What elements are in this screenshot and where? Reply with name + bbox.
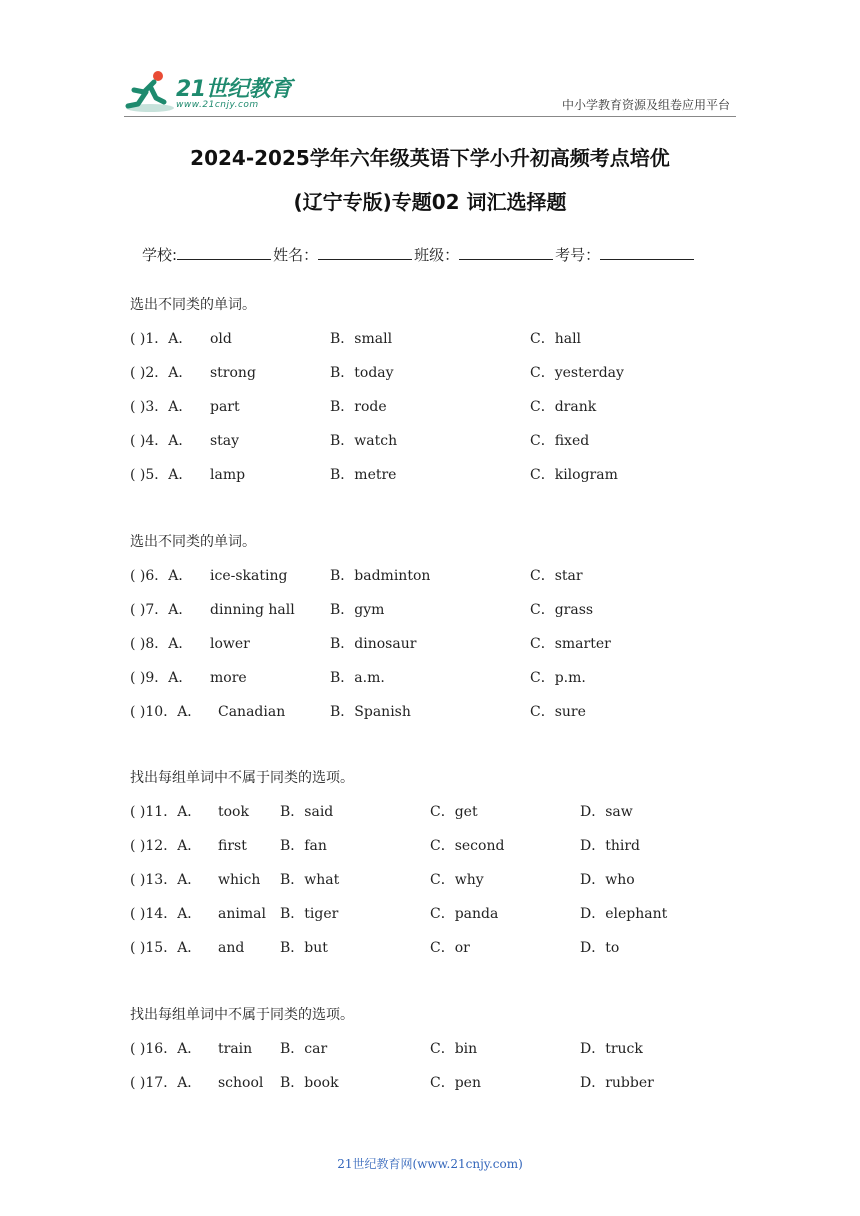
section-instruction: 找出每组单词中不属于同类的选项。 — [130, 770, 354, 786]
option-b: B．book — [280, 1075, 339, 1091]
option-d: D．third — [580, 838, 640, 854]
question-row — [130, 1073, 750, 1107]
option-c: C．drank — [530, 399, 597, 415]
option-a: dinning hall — [210, 602, 295, 618]
option-b: B．Spanish — [330, 704, 411, 720]
question-row — [130, 634, 750, 668]
section-instruction: 找出每组单词中不属于同类的选项。 — [130, 1007, 354, 1023]
question-row — [130, 431, 750, 465]
option-a: animal — [218, 906, 266, 922]
option-c: C．bin — [430, 1041, 478, 1057]
question-number: ( )16．A． — [130, 1041, 202, 1057]
question-row — [130, 329, 750, 363]
option-d: D．rubber — [580, 1075, 654, 1091]
section-2 — [130, 532, 750, 736]
question-number: ( )13．A． — [130, 872, 202, 888]
option-b: B．badminton — [330, 568, 431, 584]
question-number: ( )7．A． — [130, 602, 193, 618]
option-a: part — [210, 399, 240, 415]
option-c: C．kilogram — [530, 467, 618, 483]
option-c: C．fixed — [530, 433, 590, 449]
question-number: ( )15．A． — [130, 940, 202, 956]
question-row — [130, 465, 750, 499]
option-d: D．elephant — [580, 906, 668, 922]
question-row — [130, 566, 750, 600]
question-number: ( )9．A． — [130, 670, 193, 686]
question-number: ( )10．A． — [130, 704, 202, 720]
option-a: train — [218, 1041, 253, 1057]
option-a: and — [218, 940, 245, 956]
option-a: old — [210, 331, 232, 347]
header-divider — [124, 116, 736, 117]
option-c: C．get — [430, 804, 478, 820]
option-a: ice-skating — [210, 568, 288, 584]
logo-text: 21世纪教育 — [176, 77, 292, 102]
page-footer[interactable]: 21世纪教育网(www.21cnjy.com) — [337, 1157, 523, 1171]
option-c: C．smarter — [530, 636, 611, 652]
option-b: B．rode — [330, 399, 387, 415]
question-number: ( )6．A． — [130, 568, 193, 584]
option-a: lamp — [210, 467, 246, 483]
option-b: B．dinosaur — [330, 636, 417, 652]
question-row — [130, 802, 750, 836]
option-b: B．car — [280, 1041, 328, 1057]
option-c: C．second — [430, 838, 505, 854]
option-b: B．fan — [280, 838, 327, 854]
option-d: D．saw — [580, 804, 633, 820]
option-c: C．or — [430, 940, 470, 956]
number-blank[interactable] — [600, 245, 694, 260]
name-label: 姓名： — [273, 246, 319, 264]
question-row — [130, 363, 750, 397]
option-b: B．small — [330, 331, 393, 347]
question-number: ( )17．A． — [130, 1075, 202, 1091]
number-label: 考号： — [555, 246, 601, 264]
question-row — [130, 600, 750, 634]
page-title: 2024-2025学年六年级英语下学小升初高频考点培优 — [190, 146, 670, 170]
question-number: ( )11．A． — [130, 804, 202, 820]
option-a: first — [218, 838, 247, 854]
option-b: B．a.m. — [330, 670, 385, 686]
option-b: B．today — [330, 365, 394, 381]
option-b: B．watch — [330, 433, 398, 449]
question-row — [130, 836, 750, 870]
option-c: C．p.m. — [530, 670, 586, 686]
option-c: C．why — [430, 872, 484, 888]
question-row — [130, 668, 750, 702]
option-a: Canadian — [218, 704, 286, 720]
option-b: B．what — [280, 872, 340, 888]
student-info-line — [142, 244, 696, 265]
page-header — [0, 0, 860, 120]
question-row — [130, 938, 750, 972]
option-c: C．pen — [430, 1075, 481, 1091]
runner-logo-icon — [124, 68, 176, 114]
question-row — [130, 870, 750, 904]
page-subtitle: (辽宁专版)专题02 词汇选择题 — [293, 190, 567, 214]
section-instruction: 选出不同类的单词。 — [130, 297, 256, 313]
school-blank[interactable] — [177, 245, 271, 260]
option-d: D．truck — [580, 1041, 643, 1057]
option-b: B．but — [280, 940, 328, 956]
option-c: C．hall — [530, 331, 582, 347]
section-4 — [130, 1005, 750, 1107]
section-3 — [130, 768, 750, 972]
section-1 — [130, 295, 750, 499]
question-row — [130, 1039, 750, 1073]
logo-url: www.21cnjy.com — [176, 100, 259, 110]
option-a: lower — [210, 636, 250, 652]
question-number: ( )2．A． — [130, 365, 193, 381]
section-instruction: 选出不同类的单词。 — [130, 534, 256, 550]
option-a: strong — [210, 365, 256, 381]
question-number: ( )8．A． — [130, 636, 193, 652]
question-row — [130, 904, 750, 938]
option-a: more — [210, 670, 247, 686]
question-number: ( )1．A． — [130, 331, 193, 347]
question-number: ( )5．A． — [130, 467, 193, 483]
option-b: B．said — [280, 804, 334, 820]
option-c: C．star — [530, 568, 583, 584]
option-a: stay — [210, 433, 240, 449]
option-a: took — [218, 804, 249, 820]
question-number: ( )4．A． — [130, 433, 193, 449]
class-blank[interactable] — [459, 245, 553, 260]
logo — [124, 68, 294, 114]
question-number: ( )12．A． — [130, 838, 202, 854]
option-d: D．who — [580, 872, 635, 888]
option-c: C．grass — [530, 602, 594, 618]
name-blank[interactable] — [318, 245, 412, 260]
option-d: D．to — [580, 940, 620, 956]
option-b: B．tiger — [280, 906, 339, 922]
option-c: C．yesterday — [530, 365, 624, 381]
school-label: 学校: — [142, 246, 178, 264]
option-a: which — [218, 872, 261, 888]
option-a: school — [218, 1075, 264, 1091]
question-number: ( )14．A． — [130, 906, 202, 922]
option-c: C．panda — [430, 906, 499, 922]
question-row — [130, 702, 750, 736]
option-c: C．sure — [530, 704, 586, 720]
option-b: B．gym — [330, 602, 385, 618]
platform-name: 中小学教育资源及组卷应用平台 — [561, 98, 730, 112]
option-b: B．metre — [330, 467, 397, 483]
question-number: ( )3．A． — [130, 399, 193, 415]
class-label: 班级： — [414, 246, 460, 264]
question-row — [130, 397, 750, 431]
